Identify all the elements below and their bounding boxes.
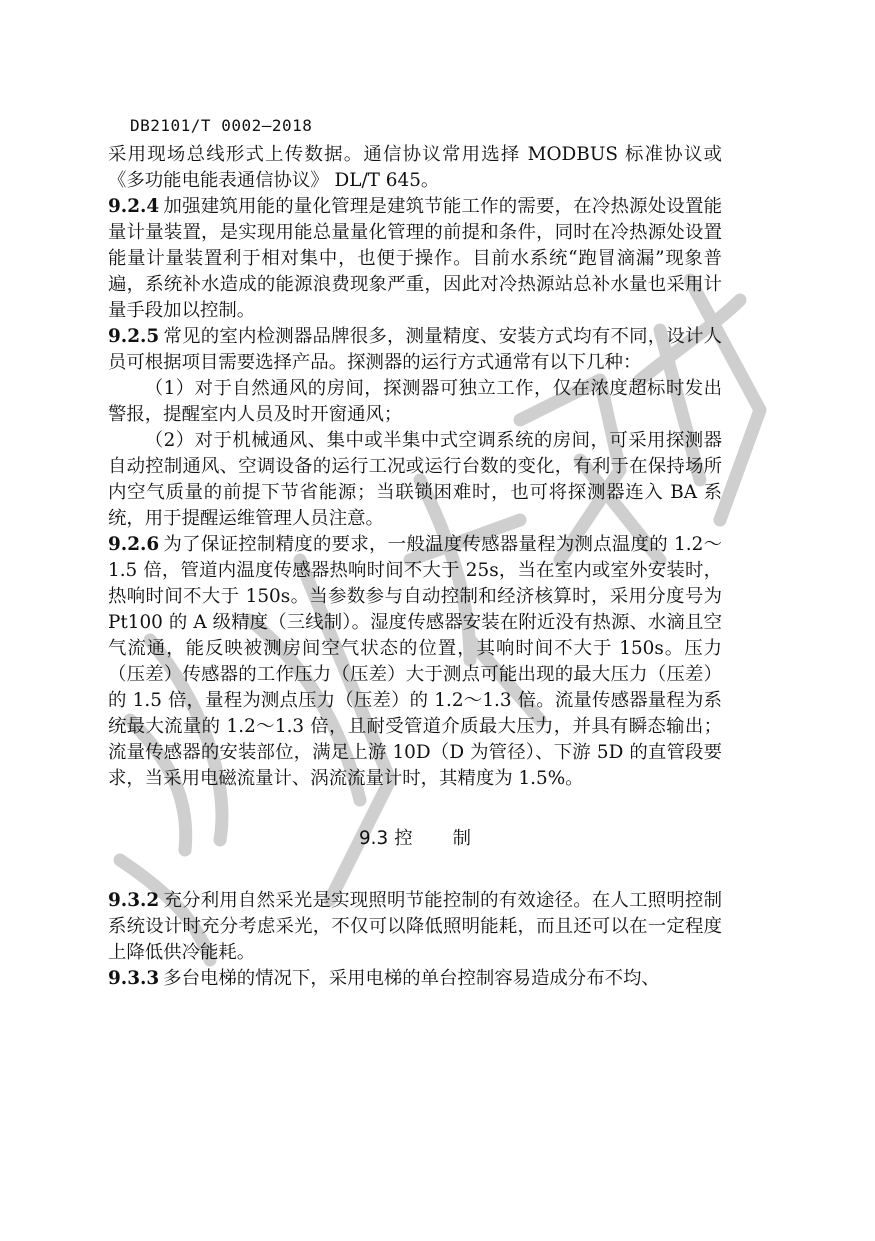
paragraph: [108, 142, 722, 194]
paragraphs-after: [108, 888, 722, 992]
document-body: [108, 142, 722, 992]
paragraph: [108, 324, 722, 376]
paragraph: [108, 428, 722, 532]
paragraph: [108, 376, 722, 428]
paragraph-text: 充分利用自然采光是实现照明节能控制的有效途径。在人工照明控制系统设计时充分考虑采光，不仅可以降低照明能耗，而且还可以在一定程度上降低供冷能耗。: [108, 890, 722, 963]
clause-number: 9.3.3: [108, 968, 160, 989]
section-title: 控制: [394, 828, 512, 849]
paragraph: [108, 966, 722, 992]
paragraph-text: 多台电梯的情况下，采用电梯的单台控制容易造成分布不均、: [163, 968, 660, 989]
section-number: 9.3: [358, 828, 389, 849]
document-code-header: DB2101/T 0002—2018: [130, 116, 313, 135]
paragraph: [108, 532, 722, 792]
paragraph: [108, 888, 722, 966]
clause-number: 9.2.5: [108, 326, 160, 347]
paragraph-text: 为了保证控制精度的要求，一般温度传感器量程为测点温度的 1.2～1.5 倍，管道内温度传感器热响时间不大于 25s，当在室内或室外安装时，热响时间不大于 150s。当参数参与自动控制和经济核算时，采用分度号为 Pt100 的 A 级精度（三线制）。湿度传感器安装在附近没有热源、水滴且空气流通，能反映被测房间空气状态的位置，其响时间不大于 150s。压力（压差）传感器的工作压力（压差）大于测点可能出现的最大压力（压差）的 1.5 倍，量程为测点压力（压差）的 1.2～1.3 倍。流量传感器量程为系统最大流量的 1.2～1.3 倍，且耐受管道介质最大压力，并具有瞬态输出；流量传感器的安装部位，满足上游 10D（D 为管径）、下游 5D 的直管段要求，当采用电磁流量计、涡流流量计时，其精度为 1.5%。: [108, 534, 722, 789]
paragraph-text: （2）对于机械通风、集中或半集中式空调系统的房间，可采用探测器自动控制通风、空调设备的运行工况或运行台数的变化，有利于在保持场所内空气质量的前提下节省能源；当联锁困难时，也可将探测器连入 BA 系统，用于提醒运维管理人员注意。: [108, 430, 722, 529]
clause-number: 9.2.6: [108, 534, 160, 555]
paragraph-text: （1）对于自然通风的房间，探测器可独立工作，仅在浓度超标时发出警报，提醒室内人员及时开窗通风；: [108, 378, 722, 425]
clause-number: 9.2.4: [108, 196, 160, 217]
paragraph-text: 采用现场总线形式上传数据。通信协议常用选择 MODBUS 标准协议或《多功能电能表通信协议》 DL/T 645。: [108, 144, 722, 191]
paragraph: [108, 194, 722, 324]
paragraphs-before: [108, 142, 722, 792]
section-heading: [108, 826, 722, 852]
paragraph-text: 加强建筑用能的量化管理是建筑节能工作的需要，在冷热源处设置能量计量装置，是实现用能总量量化管理的前提和条件，同时在冷热源处设置能量计量装置利于相对集中，也便于操作。目前水系统“跑冒滴漏”现象普遍，系统补水造成的能源浪费现象严重，因此对冷热源站总补水量也采用计量手段加以控制。: [108, 196, 722, 321]
clause-number: 9.3.2: [108, 890, 160, 911]
paragraph-text: 常见的室内检测器品牌很多，测量精度、安装方式均有不同，设计人员可根据项目需要选择产品。探测器的运行方式通常有以下几种：: [108, 326, 722, 373]
